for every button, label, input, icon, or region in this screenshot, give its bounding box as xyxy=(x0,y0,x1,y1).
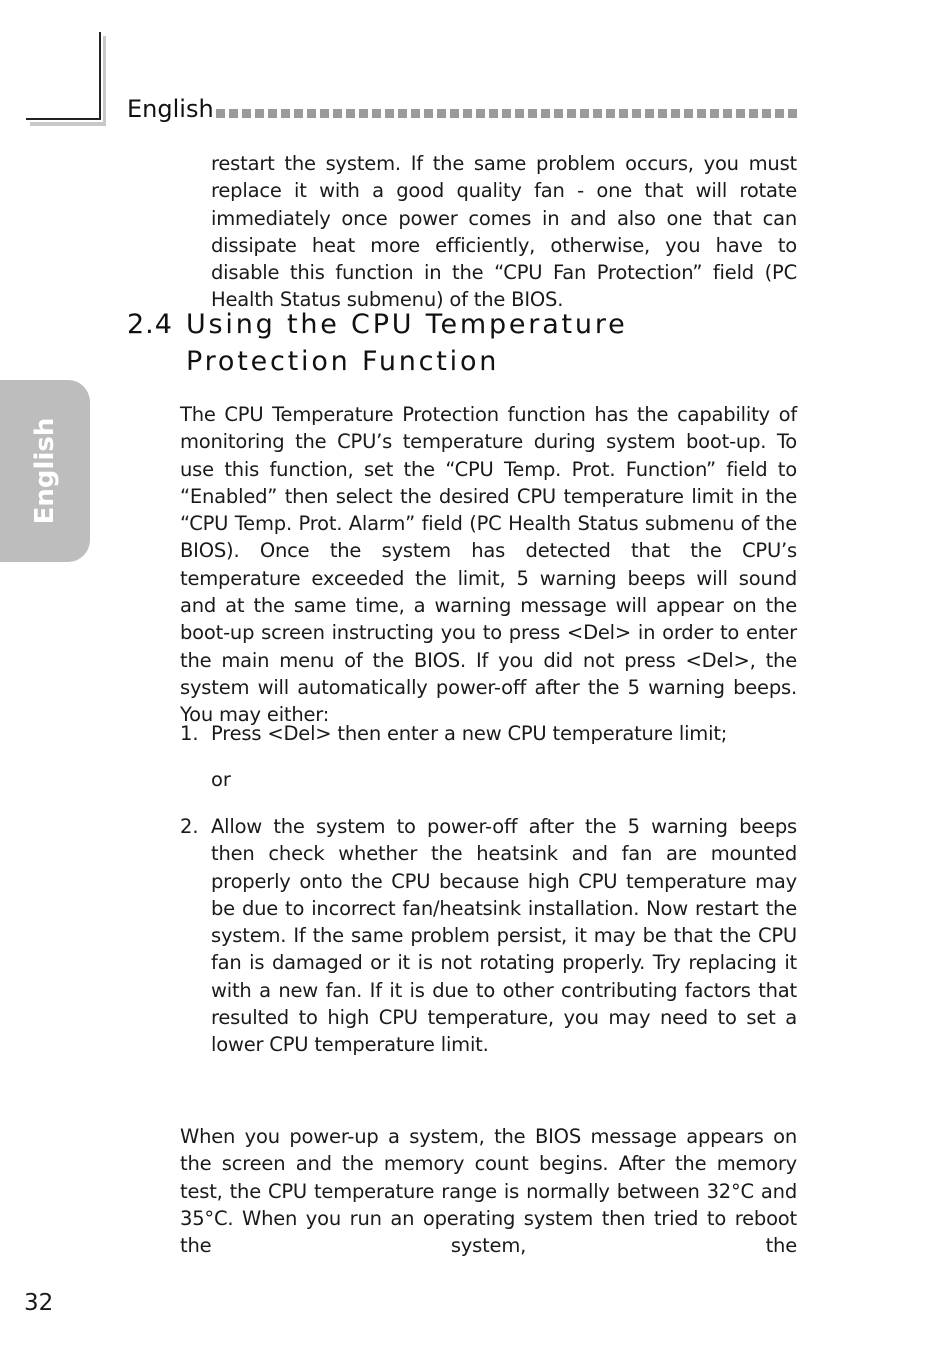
corner-mark-vertical xyxy=(99,32,101,120)
intro-paragraph: The CPU Temperature Protection function has the capability of monitoring the CPU’s temperature during system boot-up. To use this function, set the “CPU Temp. Prot. Function” field to “Enabled” then select the desired CPU temperature limit in the “CPU Temp. Prot. Alarm” field (PC Health Status submenu of the BIOS). Once the system has detected that the CPU’s temperature exceeded the limit, 5 warning beeps will sound and at the same time, a warning message will appear on the boot-up screen instructing you to press <Del> in order to enter the main menu of the BIOS. If you did not press <Del>, the system will automatically power-off after the 5 warning beeps. You may either: xyxy=(180,403,797,727)
continued-paragraph: restart the system. If the same problem occurs, you must replace it with a good quality fan - one that will rotate immediately once power comes in and also one that can dissipate heat more efficiently, otherwise, you have to disable this function in the “CPU Fan Protection” field (PC Health Status submenu) of the BIOS. xyxy=(211,152,797,312)
corner-mark-shadow-horizontal xyxy=(30,122,106,126)
list-number-2: 2. xyxy=(180,815,199,838)
list-item-2: Allow the system to power-off after the 5 warning beeps then check whether the heatsink and fan are mounted properly onto the CPU because high CPU temperature may be due to incorrect fan/heatsink installation. Now restart the system. If the same problem persist, it may be that the CPU fan is damaged or it is not rotating properly. Try replacing it with a new fan. If it is due to other contributing factors that resulted to high CPU temperature, you may need to set a lower CPU temperature limit. xyxy=(211,815,797,1057)
section-title-text: Using the CPU Temperature Protection Function xyxy=(186,309,628,377)
header-dotted-rule xyxy=(216,109,798,118)
header-language-label: English xyxy=(127,95,214,123)
section-number: 2.4 xyxy=(127,309,173,340)
closing-paragraph: When you power-up a system, the BIOS message appears on the screen and the memory count begins. After the memory test, the CPU temperature range is normally between 32°C and 35°C. When you run an operating system then tried to reboot the system, the xyxy=(180,1125,797,1258)
corner-mark-shadow-vertical xyxy=(103,36,106,126)
corner-mark-horizontal xyxy=(26,118,101,120)
section-heading xyxy=(127,306,797,380)
page-number: 32 xyxy=(24,1290,54,1316)
list-item-1: Press <Del> then enter a new CPU temperature limit; xyxy=(211,722,728,745)
list-number-1: 1. xyxy=(180,722,199,745)
side-tab-label: English xyxy=(30,417,60,525)
language-side-tab xyxy=(0,380,90,562)
list-or-separator: or xyxy=(211,768,231,791)
